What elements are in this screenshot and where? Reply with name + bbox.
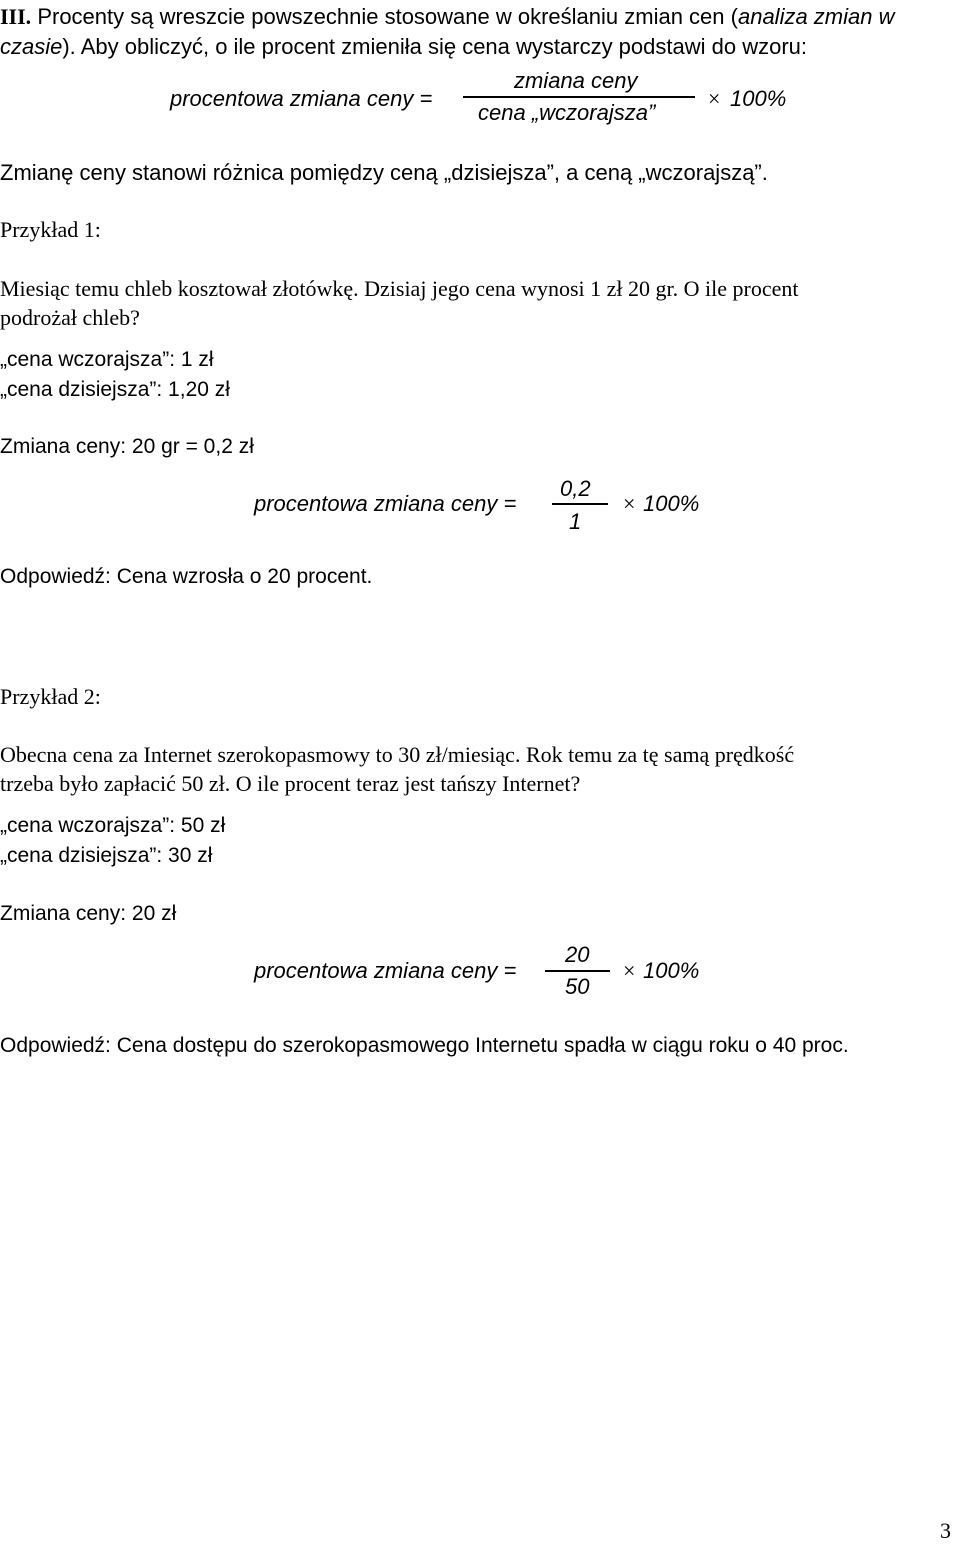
- formula-numerator: 0,2: [560, 476, 591, 501]
- example-1-problem-2: podrożał chleb?: [0, 305, 140, 330]
- fraction-bar: [552, 503, 608, 505]
- intro-text-2: ). Aby obliczyć, o ile procent zmieniła się cena wystarczy podstawi do wzoru:: [62, 34, 808, 59]
- formula-numerator: zmiana ceny: [514, 68, 638, 93]
- times-sign: ×: [623, 491, 636, 516]
- example-2-title: Przykład 2:: [0, 684, 101, 709]
- intro-text-1: Procenty są wreszcie powszechnie stosowane w określaniu zmian cen (: [37, 4, 738, 29]
- times-sign: ×: [623, 958, 636, 983]
- example-2-problem-1: Obecna cena za Internet szerokopasmowy to 30 zł/miesiąc. Rok temu za tę samą prędkość: [0, 742, 795, 767]
- formula-denominator: 1: [569, 509, 582, 534]
- formula-percent: 100%: [643, 958, 700, 983]
- explanation-text: Zmianę ceny stanowi różnica pomiędzy ceną „dzisiejsza”, a ceną „wczorajszą”.: [0, 160, 768, 185]
- times-sign: ×: [708, 86, 721, 111]
- formula-denominator: 50: [565, 974, 590, 999]
- section-number: III.: [0, 4, 32, 29]
- intro-italic-1: analiza zmian w: [737, 4, 895, 29]
- example-1-answer: Odpowiedź: Cena wzrosła o 20 procent.: [0, 565, 373, 588]
- example-1-yesterday: „cena wczorajsza”: 1 zł: [0, 348, 214, 371]
- formula-lhs: procentowa zmiana ceny =: [170, 86, 433, 111]
- example-1-problem-1: Miesiąc temu chleb kosztował złotówkę. Dzisiaj jego cena wynosi 1 zł 20 gr. O ile procent: [0, 276, 799, 301]
- example-2-change: Zmiana ceny: 20 zł: [0, 902, 177, 925]
- formula-numerator: 20: [565, 942, 590, 967]
- intro-line-2: [0, 32, 807, 62]
- example-1-change: Zmiana ceny: 20 gr = 0,2 zł: [0, 435, 254, 458]
- example-1-title: Przykład 1:: [0, 217, 101, 242]
- intro-line-1: [0, 2, 894, 32]
- example-2-today: „cena dzisiejsza”: 30 zł: [0, 844, 213, 867]
- example-2-yesterday: „cena wczorajsza”: 50 zł: [0, 814, 226, 837]
- example-2-answer: Odpowiedź: Cena dostępu do szerokopasmowego Internetu spadła w ciągu roku o 40 proc.: [0, 1034, 849, 1057]
- example-1-today: „cena dzisiejsza”: 1,20 zł: [0, 378, 230, 401]
- formula-lhs: procentowa zmiana ceny =: [254, 491, 517, 516]
- formula-percent: 100%: [730, 86, 787, 111]
- formula-denominator: cena „wczorajsza”: [478, 100, 656, 125]
- page-number: 3: [940, 1518, 951, 1543]
- intro-italic-2: czasie: [0, 34, 63, 59]
- formula-lhs: procentowa zmiana ceny =: [254, 958, 517, 983]
- formula-percent: 100%: [643, 491, 700, 516]
- example-2-problem-2: trzeba było zapłacić 50 zł. O ile procent teraz jest tańszy Internet?: [0, 771, 581, 796]
